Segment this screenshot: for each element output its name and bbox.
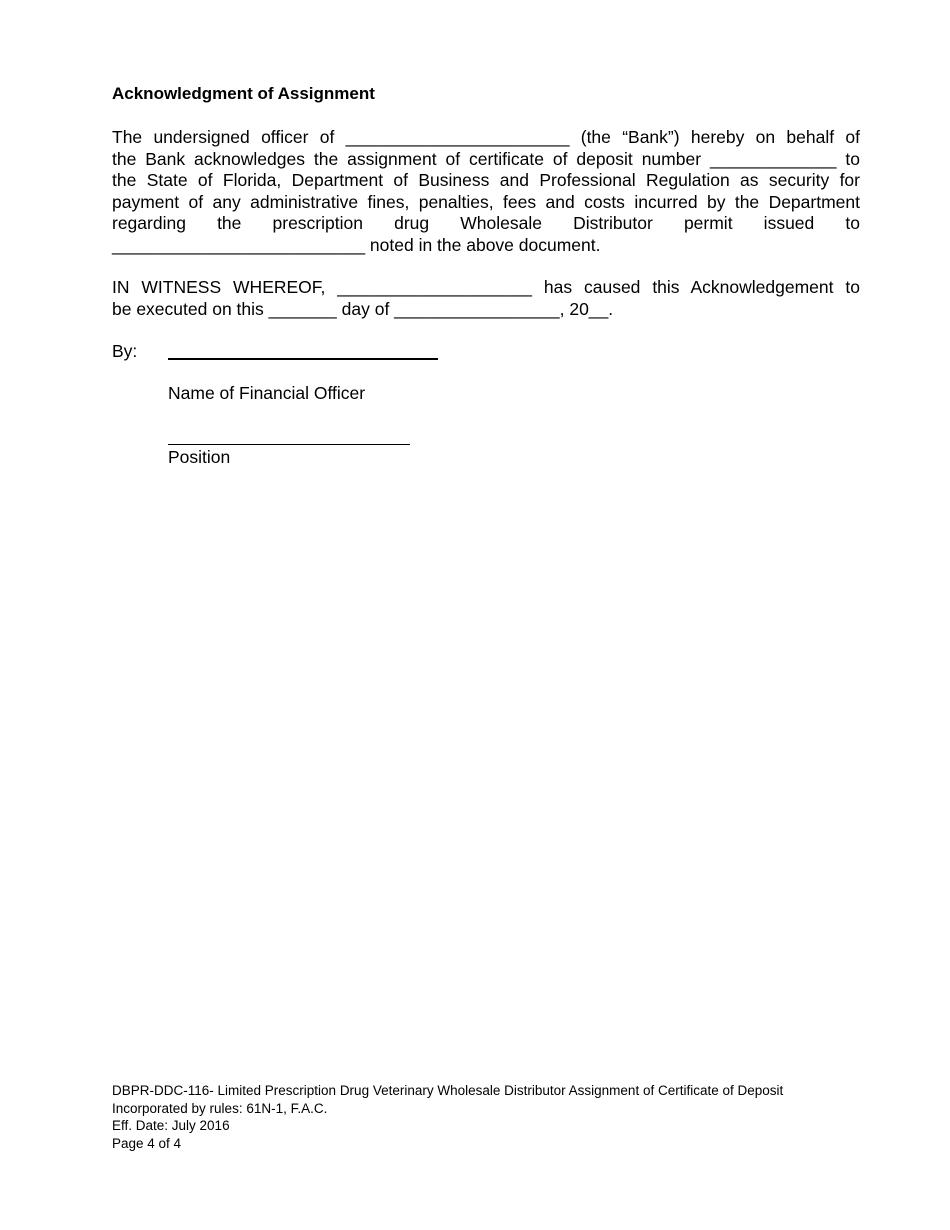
paragraph-line: payment of any administrative fines, penalties, fees and costs incurred by the Department bbox=[112, 191, 860, 212]
paragraph-line: regarding the prescription drug Wholesale Distributor permit issued to bbox=[112, 213, 860, 233]
footer-rules-line: Incorporated by rules: 61N-1, F.A.C. bbox=[112, 1100, 328, 1116]
by-label: By: bbox=[112, 341, 138, 361]
paragraph-line: The undersigned officer of _______________________ (the “Bank”) hereby on behalf of bbox=[112, 127, 860, 147]
acknowledgment-paragraph bbox=[112, 127, 860, 256]
document-footer bbox=[112, 1082, 783, 1152]
position-label: Position bbox=[168, 447, 231, 467]
witness-paragraph bbox=[112, 277, 860, 320]
signature-line bbox=[168, 358, 438, 360]
paragraph-line: __________________________ noted in the above document. bbox=[112, 234, 601, 255]
footer-form-line: DBPR-DDC-116- Limited Prescription Drug Veterinary Wholesale Distributor Assignment of Certificate of Deposit bbox=[112, 1083, 784, 1098]
paragraph-line: IN WITNESS WHEREOF, ____________________ has caused this Acknowledgement to bbox=[112, 277, 860, 297]
paragraph-line: the State of Florida, Department of Business and Professional Regulation as security for bbox=[112, 170, 860, 190]
paragraph-line: be executed on this _______ day of _________________, 20__. bbox=[112, 298, 614, 319]
footer-eff-date: Eff. Date: July 2016 bbox=[112, 1118, 230, 1133]
document-title: Acknowledgment of Assignment bbox=[112, 84, 375, 103]
position-line bbox=[168, 444, 410, 445]
name-of-financial-officer-label: Name of Financial Officer bbox=[168, 383, 366, 403]
paragraph-line: the Bank acknowledges the assignment of certificate of deposit number _____________ to bbox=[112, 148, 860, 169]
footer-page-number: Page 4 of 4 bbox=[112, 1135, 182, 1151]
